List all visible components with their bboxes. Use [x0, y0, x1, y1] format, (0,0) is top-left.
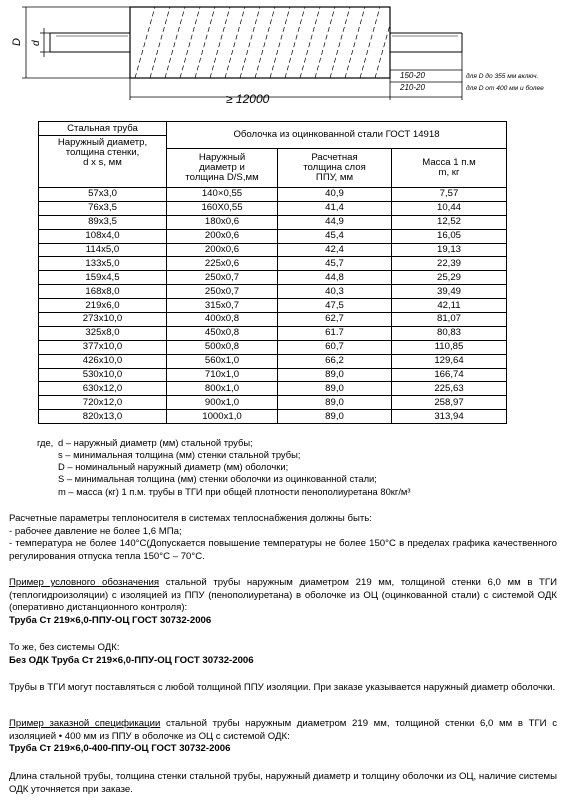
col-steel-pipe-header: [39, 122, 167, 188]
col1-header-line: d x s, мм: [83, 157, 122, 168]
final-note-text: Длина стальной трубы, толщина стенки стальной трубы, наружный диаметр и толщину оболочки из ОЦ, наличие системы ОДК уточняется при заказе.: [9, 771, 557, 795]
example-order-block: [9, 718, 557, 756]
cell-mass: 258,97: [392, 396, 507, 410]
table-row: [39, 215, 507, 229]
cell-pipe-size: 159х4,5: [39, 271, 167, 285]
cell-mass: 166,74: [392, 368, 507, 382]
example-designation-lead: Пример условного обозначения: [9, 577, 160, 588]
col2-header-line: диаметр и: [199, 162, 245, 173]
table-row: [39, 229, 507, 243]
cell-ppu-thickness: 40,9: [278, 188, 392, 202]
cell-ppu-thickness: 61.7: [278, 326, 392, 340]
cell-shell-size: 180х0,6: [167, 215, 278, 229]
example-no-odk-code: Без ОДК Труба Ст 219×6,0-ППУ-ОЦ ГОСТ 30732-2006: [9, 654, 254, 666]
example-order-lead: Пример заказной спецификации: [9, 718, 161, 729]
cell-pipe-size: 76х3,5: [39, 201, 167, 215]
col3-header-line: ППУ, мм: [315, 172, 354, 183]
cell-mass: 19,13: [392, 243, 507, 257]
pipe-spec-table: [38, 121, 507, 424]
col2-header-line: Наружный: [198, 152, 246, 163]
cell-pipe-size: 133х5,0: [39, 257, 167, 271]
pipe-drawing: [0, 0, 567, 112]
cell-shell-size: 160Х0,55: [167, 201, 278, 215]
table-row: [39, 382, 507, 396]
cell-shell-size: 900х1,0: [167, 396, 278, 410]
cell-mass: 16,05: [392, 229, 507, 243]
cell-ppu-thickness: 42,4: [278, 243, 392, 257]
table-row: [39, 243, 507, 257]
table-row: [39, 285, 507, 299]
final-note: [9, 771, 557, 796]
cell-ppu-thickness: 44,8: [278, 271, 392, 285]
cell-shell-size: 1000х1,0: [167, 410, 278, 424]
col3-header-line: Расчетная: [311, 152, 358, 163]
cell-ppu-thickness: 40,3: [278, 285, 392, 299]
cell-mass: 129,64: [392, 354, 507, 368]
example-order-text: стальной трубы наружным диаметром 219 мм, толщиной стенки 6,0 мм в ТГИ с изоляцией • 400 мм из ППУ в оболочке из ОЦ с системой ОДК:: [9, 718, 557, 742]
cell-mass: 10,44: [392, 201, 507, 215]
cell-mass: 225,63: [392, 382, 507, 396]
cell-mass: 110,85: [392, 340, 507, 354]
cell-shell-size: 710х1,0: [167, 368, 278, 382]
col1-header-line: Наружный диаметр,: [57, 137, 148, 148]
example-order-code: Труба Ст 219×6,0-400-ППУ-ОЦ ГОСТ 30732-2006: [9, 743, 231, 755]
cell-ppu-thickness: 62,7: [278, 313, 392, 327]
legend-item: S – минимальная толщина (мм) стенки оболочки из оцинкованной стали;: [58, 473, 377, 484]
cell-pipe-size: 325х8,0: [39, 326, 167, 340]
cell-ppu-thickness: 66,2: [278, 354, 392, 368]
cell-ppu-thickness: 60,7: [278, 340, 392, 354]
cell-ppu-thickness: 41,4: [278, 201, 392, 215]
params-block: [9, 513, 557, 563]
table-row: [39, 201, 507, 215]
table-row: [39, 410, 507, 424]
cell-shell-size: 500х0,8: [167, 340, 278, 354]
params-temperature: - температура не более 140°С(Допускается повышение температуры не более 150°С в пределах графика качественного регулирования отпуска тепла 150°С – 70°С.: [9, 538, 557, 562]
cell-pipe-size: 114х5,0: [39, 243, 167, 257]
cell-mass: 313,94: [392, 410, 507, 424]
col4-header-line: m, кг: [438, 167, 460, 178]
cell-pipe-size: 820х13,0: [39, 410, 167, 424]
cell-pipe-size: 89х3,5: [39, 215, 167, 229]
example-designation-text: стальной трубы наружным диаметром 219 мм, толщиной стенки 6,0 мм в ТГИ (теплогидроизоляции) с изоляцией из ППУ (пенополиуретана) в оболочке из ОЦ (оцинкованной стали) с системой ОДК (оперативно дистанционного контроля):: [9, 577, 557, 614]
table-row: [39, 299, 507, 313]
cell-mass: 80,83: [392, 326, 507, 340]
cell-pipe-size: 426х10,0: [39, 354, 167, 368]
legend-item: d – наружный диаметр (мм) стальной трубы;: [58, 437, 253, 448]
dim-end-b: 210-20: [400, 83, 425, 92]
legend-where: где,: [37, 437, 54, 448]
legend-item: s – минимальная толщина (мм) стенки стальной трубы;: [58, 449, 301, 460]
cell-mass: 81,07: [392, 313, 507, 327]
cell-ppu-thickness: 45,4: [278, 229, 392, 243]
table-row: [39, 271, 507, 285]
example-no-odk-text: То же, без системы ОДК:: [9, 642, 120, 653]
params-intro: Расчетные параметры теплоносителя в системах теплоснабжения должны быть:: [9, 513, 372, 524]
col2-header-line: толщина D/S,мм: [185, 172, 259, 183]
label-d: d: [31, 40, 42, 46]
col1-header-line: толщина стенки,: [65, 147, 140, 158]
cell-shell-size: 225х0,6: [167, 257, 278, 271]
pipe-drawing-svg: [0, 0, 567, 112]
cell-shell-size: 450х0,8: [167, 326, 278, 340]
cell-pipe-size: 108х4,0: [39, 229, 167, 243]
table-row: [39, 354, 507, 368]
cell-shell-size: 200х0,6: [167, 229, 278, 243]
cell-pipe-size: 720х12,0: [39, 396, 167, 410]
cell-ppu-thickness: 89,0: [278, 382, 392, 396]
cell-shell-size: 250х0,7: [167, 271, 278, 285]
label-D: D: [11, 38, 23, 46]
cell-ppu-thickness: 89,0: [278, 410, 392, 424]
cell-pipe-size: 273х10,0: [39, 313, 167, 327]
cell-pipe-size: 530х10,0: [39, 368, 167, 382]
dim-note-2: для D от 400 мм и более: [466, 85, 544, 92]
example-designation-code: Труба Ст 219×6,0-ППУ-ОЦ ГОСТ 30732-2006: [9, 614, 212, 626]
col-shell-diameter-header: [167, 149, 278, 188]
cell-mass: 42,11: [392, 299, 507, 313]
dim-note-1: для D до 355 мм включ.: [466, 73, 539, 80]
col1-header-line: Стальная труба: [39, 124, 166, 136]
thickness-note: [9, 682, 557, 695]
cell-pipe-size: 168х8,0: [39, 285, 167, 299]
cell-ppu-thickness: 45,7: [278, 257, 392, 271]
cell-ppu-thickness: 89,0: [278, 368, 392, 382]
example-no-odk-block: [9, 642, 557, 667]
table-row: [39, 368, 507, 382]
cell-shell-size: 400х0,8: [167, 313, 278, 327]
cell-ppu-thickness: 47,5: [278, 299, 392, 313]
thickness-note-text: Трубы в ТГИ могут поставляться с любой толщиной ППУ изоляции. При заказе указывается наружный диаметр оболочки.: [9, 682, 556, 693]
cell-mass: 12,52: [392, 215, 507, 229]
cell-shell-size: 250х0,7: [167, 285, 278, 299]
cell-ppu-thickness: 89,0: [278, 396, 392, 410]
cell-shell-size: 200х0,6: [167, 243, 278, 257]
cell-shell-size: 800х1,0: [167, 382, 278, 396]
col-mass-header: [392, 149, 507, 188]
col4-header-line: Масса 1 п.м: [422, 157, 476, 168]
cell-shell-size: 560х1,0: [167, 354, 278, 368]
table-row: [39, 188, 507, 202]
group-header-shell: Оболочка из оцинкованной стали ГОСТ 14918: [167, 122, 507, 149]
cell-pipe-size: 57х3,0: [39, 188, 167, 202]
legend-item: m – масса (кг) 1 п.м. трубы в ТГИ при общей плотности пенополиуретана 80кг/м³: [58, 486, 411, 497]
cell-mass: 39,49: [392, 285, 507, 299]
table-row: [39, 340, 507, 354]
table-row: [39, 257, 507, 271]
cell-pipe-size: 377х10,0: [39, 340, 167, 354]
cell-mass: 25,29: [392, 271, 507, 285]
cell-pipe-size: 219х6,0: [39, 299, 167, 313]
table-row: [39, 313, 507, 327]
insulation-shell: [130, 7, 395, 78]
table-row: [39, 396, 507, 410]
cell-shell-size: 315х0,7: [167, 299, 278, 313]
params-pressure: - рабочее давление не более 1,6 МПа;: [9, 525, 182, 537]
table-row: [39, 326, 507, 340]
cell-mass: 7,57: [392, 188, 507, 202]
table-body: [39, 188, 507, 424]
legend-item: D – номинальный наружный диаметр (мм) оболочки;: [58, 461, 289, 472]
cell-mass: 22,39: [392, 257, 507, 271]
example-designation-block: [9, 577, 557, 627]
cell-pipe-size: 630х12,0: [39, 382, 167, 396]
dim-end-a: 150-20: [400, 71, 425, 80]
col3-header-line: толщина слоя: [303, 162, 366, 173]
col-ppu-thickness-header: [278, 149, 392, 188]
cell-ppu-thickness: 44,9: [278, 215, 392, 229]
cell-shell-size: 140×0,55: [167, 188, 278, 202]
dim-total-length: ≥ 12000: [226, 92, 270, 106]
